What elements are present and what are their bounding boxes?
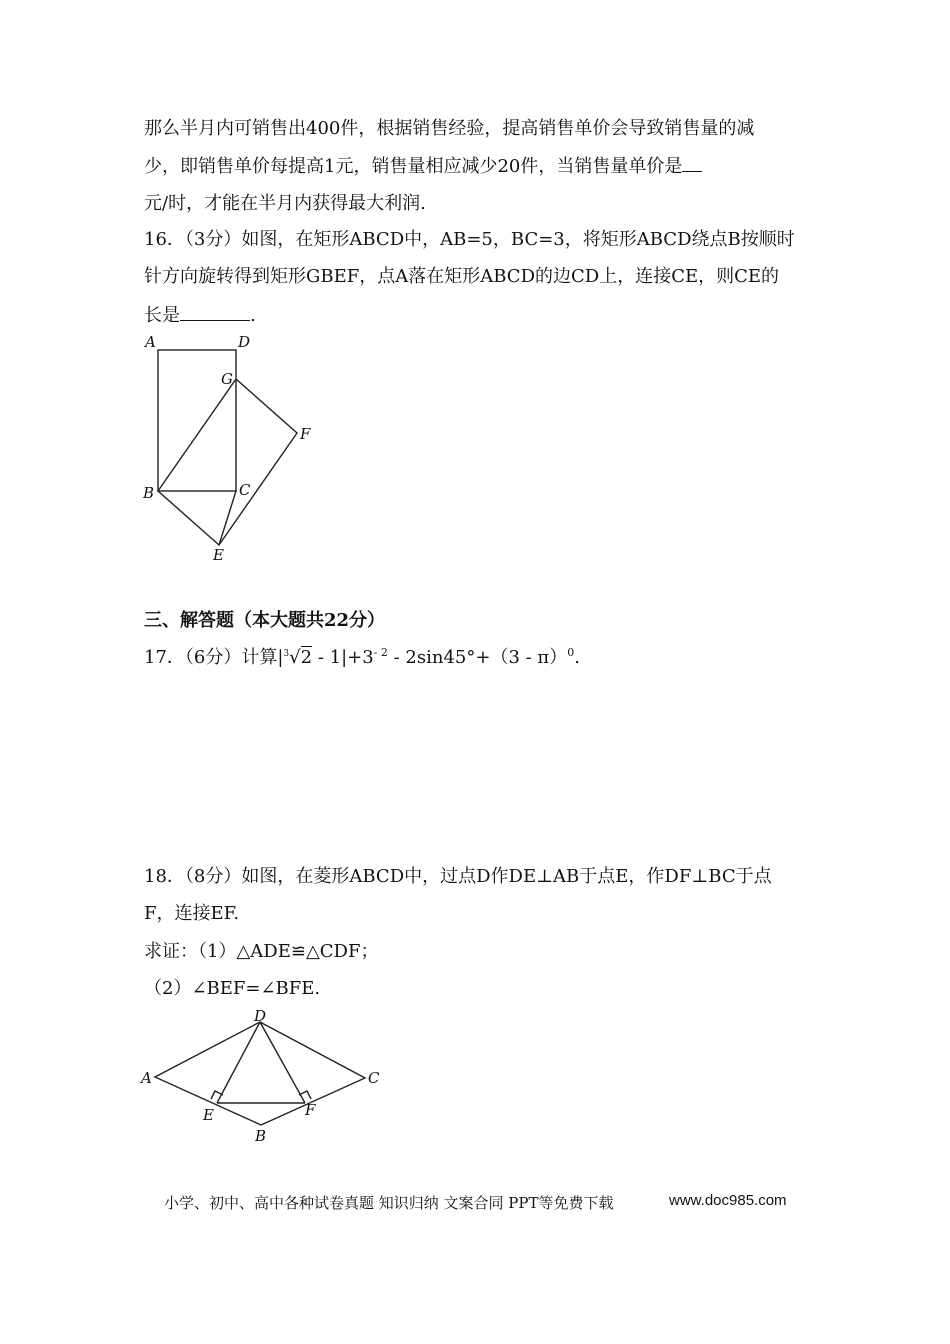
q18-line-4: （2）∠BEF=∠BFE. xyxy=(144,978,321,999)
rhombus-figure xyxy=(135,1005,395,1150)
label-d: D xyxy=(238,333,251,351)
label-c: C xyxy=(239,481,251,499)
q18-line-2: F，连接EF. xyxy=(144,903,240,924)
radicand: 2 xyxy=(300,647,313,668)
rectangle-rotation-figure xyxy=(135,330,335,565)
label-f: F xyxy=(305,1101,316,1119)
label-e: E xyxy=(213,546,224,564)
q15-line-3: 元/时，才能在半月内获得最大利润. xyxy=(144,193,426,214)
label-e: E xyxy=(203,1106,214,1124)
q18-line-3: 求证：（1）△ADE≌△CDF； xyxy=(144,941,379,962)
label-d: D xyxy=(254,1007,267,1025)
q17-middle: - 2sin45°+（3 - π） xyxy=(387,647,568,668)
q15-line-2 xyxy=(144,155,702,179)
q16-line-3-prefix: 长是 xyxy=(144,305,180,326)
q15-line-1: 那么半月内可销售出400件，根据销售经验，提高销售单价会导致销售量的减 xyxy=(144,118,755,139)
q16-line-3 xyxy=(144,304,256,328)
q17-exponent-1: - 2 xyxy=(373,646,388,659)
label-b: B xyxy=(255,1127,267,1145)
label-c: C xyxy=(368,1069,380,1087)
segment-ce xyxy=(219,491,236,545)
answer-blank-16 xyxy=(180,306,250,321)
q16-line-3-suffix: . xyxy=(250,305,256,326)
q18-line-1: 18．（8分）如图，在菱形ABCD中，过点D作DE⊥AB于点E，作DF⊥BC于点 xyxy=(144,866,772,887)
rhombus-abcd xyxy=(155,1022,365,1125)
q16-line-2: 针方向旋转得到矩形GBEF，点A落在矩形ABCD的边CD上，连接CE，则CE的 xyxy=(144,266,780,287)
cube-root xyxy=(283,646,312,670)
q17-exponent-2: 0 xyxy=(567,646,575,659)
q17-line xyxy=(144,646,580,670)
q17-prefix: 17．（6分）计算| xyxy=(144,647,284,668)
q17-suffix: . xyxy=(574,647,580,668)
q16-line-1: 16．（3分）如图，在矩形ABCD中，AB=5，BC=3，将矩形ABCD绕点B按顺时 xyxy=(144,229,795,250)
label-a: A xyxy=(145,333,156,351)
label-g: G xyxy=(221,370,233,388)
label-b: B xyxy=(143,484,155,502)
footer-left: 小学、初中、高中各种试卷真题 知识归纳 文案合同 PPT等免费下载 xyxy=(164,1194,614,1212)
q15-line-2-text: 少，即销售单价每提高1元，销售量相应减少20件，当销售量单价是 xyxy=(144,156,683,177)
q17-after-root: - 1|+3 xyxy=(312,647,374,668)
answer-blank-15 xyxy=(682,157,702,172)
section-3-heading: 三、解答题（本大题共22分） xyxy=(144,610,386,631)
footer-link[interactable]: www.doc985.com xyxy=(669,1192,787,1209)
label-a: A xyxy=(141,1069,152,1087)
radical-sign: √ xyxy=(289,647,301,668)
label-f: F xyxy=(300,425,311,443)
root-index: 3 xyxy=(283,649,290,659)
segment-de xyxy=(217,1022,260,1103)
